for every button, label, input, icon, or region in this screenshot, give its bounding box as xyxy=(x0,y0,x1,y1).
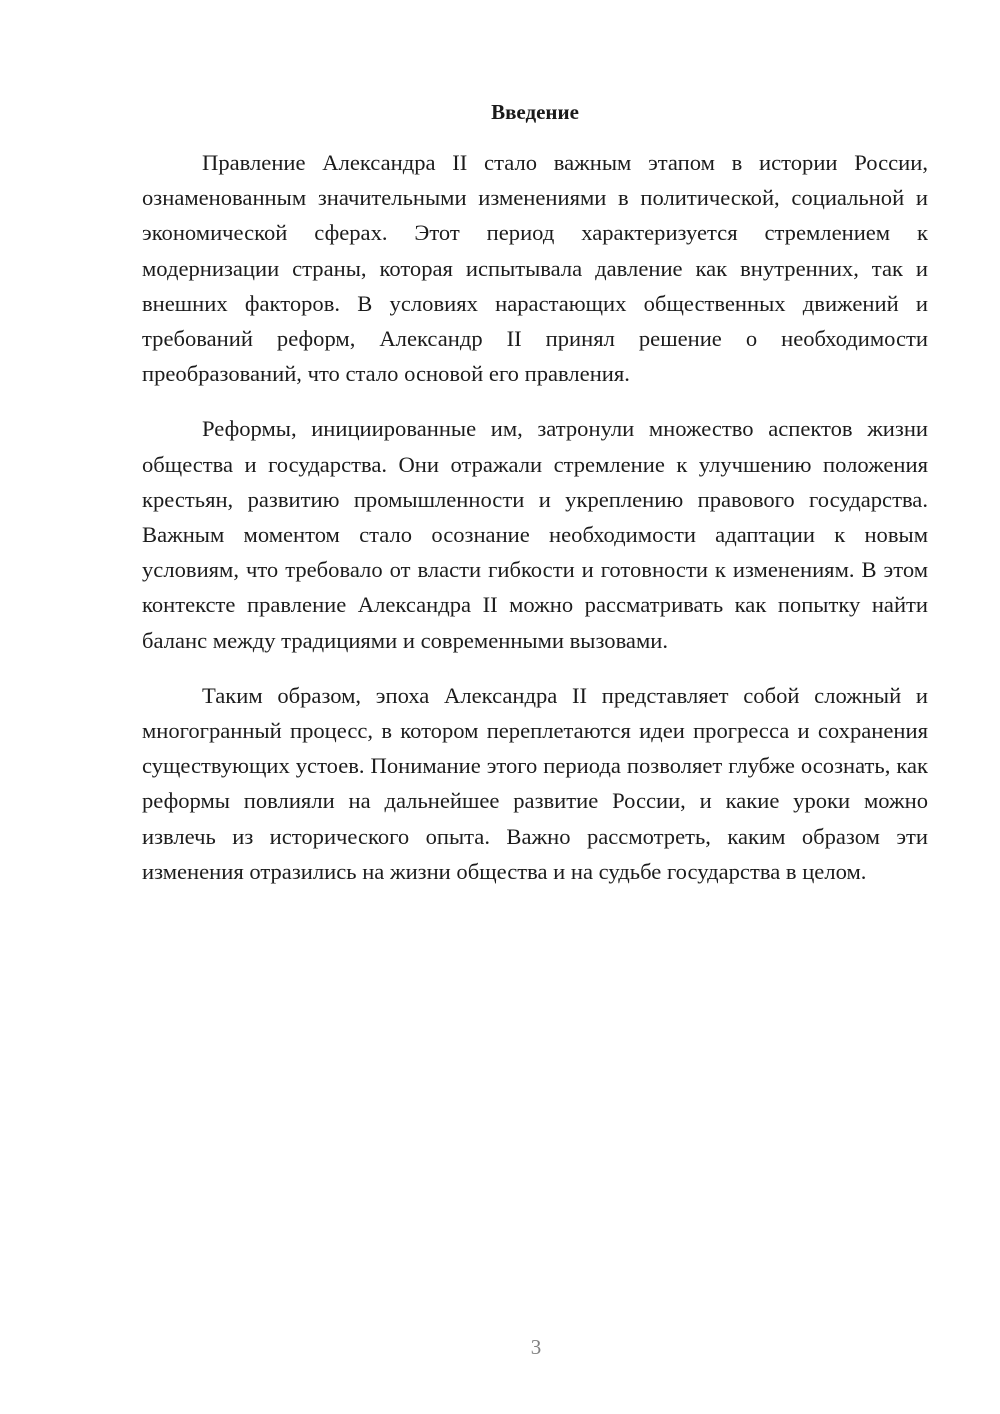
paragraph: Таким образом, эпоха Александра II представляет собой сложный и многогранный процесс, в котором переплетаются идеи прогресса и сохранения существующих устоев. Понимание этого периода позволяет глубже осознать, как реформы повлияли на дальнейшее развитие России, и какие уроки можно извлечь из исторического опыта. Важно рассмотреть, каким образом эти изменения отразились на жизни общества и на судьбе государства в целом. xyxy=(142,682,928,884)
body-text xyxy=(142,145,928,909)
page-number: 3 xyxy=(530,1335,542,1359)
paragraph: Правление Александра II стало важным этапом в истории России, ознаменованным значительными изменениями в политической, социальной и экономической сферах. Этот период характеризуется стремлением к модернизации страны, которая испытывала давление как внутренних, так и внешних факторов. В условиях нарастающих общественных движений и требований реформ, Александр II принял решение о необходимости преобразований, что стало основой его правления. xyxy=(142,150,928,387)
paragraph: Реформы, инициированные им, затронули множество аспектов жизни общества и государства. Они отражали стремление к улучшению положения крестьян, развитию промышленности и укреплению правового государства. Важным моментом стало осознание необходимости адаптации к новым условиям, что требовало от власти гибкости и готовности к изменениям. В этом контексте правление Александра II можно рассматривать как попытку найти баланс между традициями и современными вызовами. xyxy=(142,416,928,653)
section-heading: Введение xyxy=(491,100,579,124)
